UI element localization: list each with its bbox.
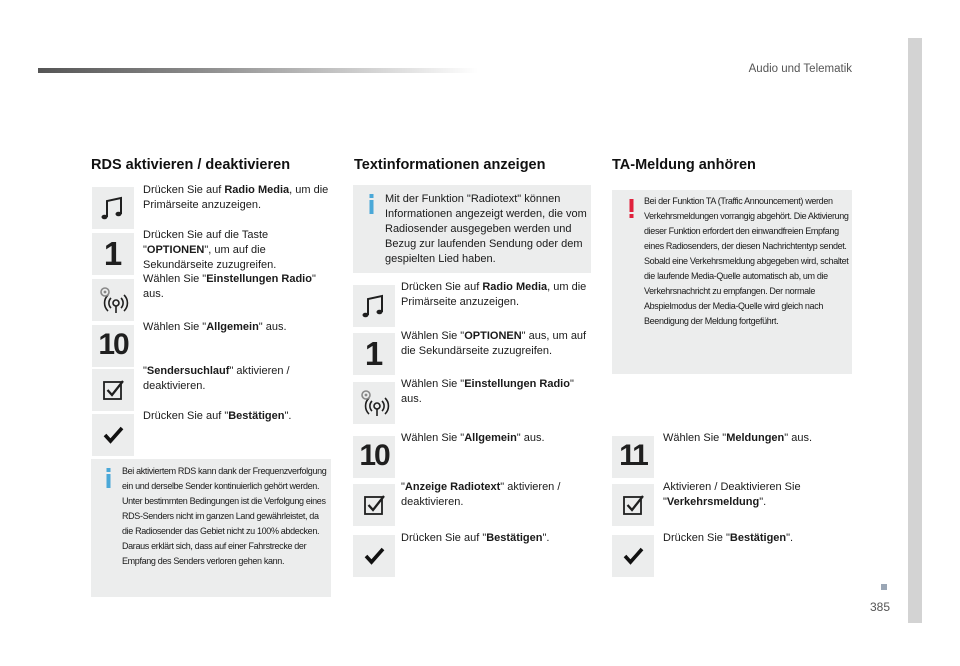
radio-settings-icon	[92, 279, 134, 321]
section-title-rds: RDS aktivieren / deaktivieren	[91, 157, 291, 173]
rds-step-toggle: "Sendersuchlauf" aktivieren / deaktivieren.	[143, 365, 290, 392]
rds-info-box	[91, 459, 331, 597]
info-icon	[102, 468, 116, 493]
section-title-ta: TA-Meldung anhören	[612, 157, 756, 173]
step-number-badge: 1	[353, 333, 395, 375]
step-number-badge: 11	[612, 436, 654, 478]
warning-icon	[625, 199, 639, 224]
radiotext-step-radio-settings: Wählen Sie "Einstellungen Radio" aus.	[401, 378, 574, 405]
ta-step-messages: Wählen Sie "Meldungen" aus.	[663, 432, 813, 444]
radiotext-step-options: Wählen Sie "OPTIONEN" aus, um auf die Sekundärseite zuzugreifen.	[401, 330, 587, 357]
checkmark-icon	[92, 414, 134, 456]
step-number-badge: 1	[92, 233, 134, 275]
rds-step-confirm: Drücken Sie auf "Bestätigen".	[143, 410, 292, 422]
radiotext-step-confirm: Drücken Sie auf "Bestätigen".	[401, 532, 550, 544]
checkbox-icon	[92, 369, 134, 411]
checkmark-icon	[612, 535, 654, 577]
page-marker	[881, 584, 887, 590]
info-icon	[365, 194, 379, 219]
radiotext-step-toggle: "Anzeige Radiotext" aktivieren / deaktivieren.	[401, 481, 561, 508]
music-note-icon	[353, 285, 395, 327]
side-strip	[908, 38, 922, 623]
page-number: 385	[870, 600, 891, 614]
checkbox-icon	[612, 484, 654, 526]
ta-warning-text: Bei der Funktion TA (Traffic Announcement) werden Verkehrsmeldungen vorrangig abgehört. Die Aktivierung dieser Funktion erfordert den einwandfreien Empfang eines Radiosenders, der diesen Nachrichtentyp sendet. Sobald eine Verkehrsmeldung abgegeben wird, schaltet die laufende Media-Quelle automatisch ab, um die Verkehrsnachricht zu empfangen. Der normale Abspielmodus der Media-Quelle wird gleich nach Beendigung der Meldung fortgeführt.	[644, 196, 849, 326]
music-note-icon	[92, 187, 134, 229]
header-title: Audio und Telematik	[748, 63, 852, 75]
radiotext-step-general: Wählen Sie "Allgemein" aus.	[401, 432, 545, 444]
checkbox-icon	[353, 484, 395, 526]
step-number-badge: 10	[353, 436, 395, 478]
rds-step-general: Wählen Sie "Allgemein" aus.	[143, 321, 287, 333]
rds-step-radio-media: Drücken Sie auf Radio Media, um die Primärseite anzuzeigen.	[143, 184, 329, 211]
step-number-badge: 10	[92, 325, 134, 367]
ta-warning-box	[612, 190, 852, 374]
radiotext-info-box	[353, 185, 591, 273]
rds-step-radio-settings: Wählen Sie "Einstellungen Radio" aus.	[143, 273, 316, 300]
rds-step-options: Drücken Sie auf die Taste "OPTIONEN", um auf die Sekundärseite zuzugreifen.	[143, 229, 277, 271]
section-title-radiotext: Textinformationen anzeigen	[354, 157, 546, 173]
ta-step-toggle: Aktivieren / Deaktivieren Sie "Verkehrsmeldung".	[663, 481, 801, 508]
radiotext-step-radio-media: Drücken Sie auf Radio Media, um die Primärseite anzuzeigen.	[401, 281, 587, 308]
radiotext-info-text: Mit der Funktion "Radiotext" können Informationen angezeigt werden, die vom Radiosender ausgegeben werden und Bezug zur laufenden Sendung oder dem gespielten Lied haben.	[385, 193, 587, 265]
checkmark-icon	[353, 535, 395, 577]
ta-step-confirm: Drücken Sie "Bestätigen".	[663, 532, 794, 544]
header-gradient-bar	[38, 68, 478, 73]
rds-info-text: Bei aktiviertem RDS kann dank der Frequenzverfolgung ein und derselbe Sender kontinuierlich gehört werden. Unter bestimmten Bedingungen ist die Verfolgung eines RDS-Senders nicht im ganzen Land gewährleistet, da die Radiosender das Gebiet nicht zu 100% abdecken. Daraus erklärt sich, dass auf einer Fahrstrecke der Empfang des Senders verloren gehen kann.	[122, 466, 327, 566]
radio-settings-icon	[353, 382, 395, 424]
